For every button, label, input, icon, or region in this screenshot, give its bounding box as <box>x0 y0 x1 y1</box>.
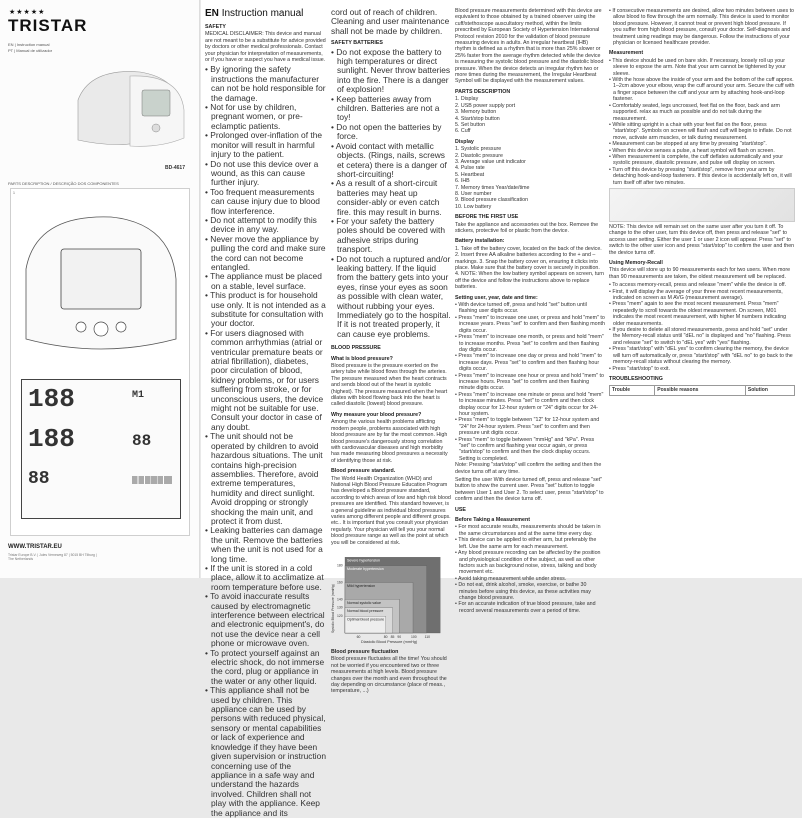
before-measurement-list <box>455 524 605 614</box>
list-item: • This appliance shall not be used by children. This appliance can be used by persons with reduced physical, sensory or mental capabilities or lack of experience and knowledge if they have been given supervision or instruction concerning use of the appliance in a safe way and understand the hazards involved. Children shall not play with the appliance. Keep the appliance and its <box>205 686 327 818</box>
bp-region-label: Moderate hypertension <box>347 567 384 572</box>
y-tick-label: 120 <box>337 614 343 619</box>
list-item: • With device turned off, press and hold "set" button until flashing user digits occur. <box>455 302 605 315</box>
table-header-cell: Trouble <box>610 386 655 395</box>
bp-region-label: Normal systolic value <box>347 600 381 605</box>
bp-what-text: Blood pressure is the pressure exerted on the artery tube while blood flows through the arteries. The pressure measured when the heart contracts and sends blood out of the heart is systolic (highest). The pressure measured when the heart dilates with blood flowing back into the heart is called diastolic (lowest) blood pressure. <box>331 363 448 408</box>
list-item: 1. Systolic pressure <box>455 146 502 153</box>
list-item: • This device can be applied to either arm, but preferably the left. Use the same arm for each measurement. <box>455 537 605 550</box>
lcd-pulse: 88 <box>28 469 50 489</box>
y-tick-label: 160 <box>337 580 343 585</box>
bp-what-heading: What is blood pressure? <box>331 355 393 362</box>
bp-why-text: Among the various health problems afflicting modern people, problems associated with high blood pressure are by far the most common. High blood pressure's dangerously strong correlation with cardiovascular diseases and high morbidity has made measuring blood pressures a necessity of identifying those at risk. <box>331 419 448 464</box>
measurement-list <box>609 58 795 186</box>
brand-logo: TRISTAR <box>8 16 88 35</box>
list-item: • Never move the appliance by pulling the cord and make sure the cord can not become entangled. <box>205 235 327 273</box>
memory-recall-heading: Using Memory-Recall <box>609 260 663 266</box>
list-item: • Not for use by children, pregnant women, or pre-eclamptic patients. <box>205 103 327 131</box>
settings-heading: Setting user, year, date and time: <box>455 294 538 301</box>
lcd-display-drawing <box>21 379 181 519</box>
column-3 <box>455 8 605 614</box>
y-tick-label: 130 <box>337 605 343 610</box>
list-item: • Prolonged over-inflation of the monitor will result in harmful injury to the patient. <box>205 131 327 159</box>
list-item: • Press "mem" to increase one month, or press and hold "mem" to increase months. Press "set" to confirm and then flashing day digits occur. <box>455 334 605 353</box>
list-item: • The unit should not be operated by children to avoid hazardous situations. The unit contains high-precision assemblies. Therefore, avoid extreme temperatures, humidity and direct sunlight. Avoid dropping or strongly shocking the main unit, and protect it from dust. <box>205 432 327 526</box>
list-item: 6. Cuff <box>455 128 471 135</box>
list-item: • Keep batteries away from children. Batteries are not a toy! <box>331 95 451 123</box>
list-item: • If the unit is stored in a cold place, allow it to acclimatize at room temperature before use. <box>205 564 327 592</box>
settings-note: Note: Pressing "start/stop" will confirm the setting and then the device turns off at any time. <box>455 462 602 475</box>
list-item: 2. USB power supply port <box>455 102 516 109</box>
table-header-row <box>610 386 795 395</box>
list-item: 9. Blood pressure classification <box>455 197 529 204</box>
company-address: Tristar Europe B.V. | Jules Verneweg 87 | 5015 BH Tilburg | The Netherlands <box>8 553 97 562</box>
fluctuation-text: Blood pressure fluctuates all the time! You should not be worried if you encountered two or three measurements at high levels. Blood pressure changes over the month and even throughout the day depending on circumstance (place of meas., temperature, ...) <box>331 656 447 695</box>
display-list <box>455 146 605 210</box>
safety-continued: cord out of reach of children. Cleaning and user maintenance shall not be made by children. <box>331 7 450 36</box>
bp-region-label: Optimal blood pressure <box>347 617 385 622</box>
website-url: WWW.TRISTAR.EU <box>8 544 62 550</box>
list-item: • Press "mem" to toggle between "mmHg" and "kPa". Press "set" to confirm and flashing year occur again, or press "start/stop" to confirm and then the clock display occurs. Setting is completed. <box>455 437 605 463</box>
y-tick-label: 180 <box>337 563 343 568</box>
list-item: • Comfortably seated, legs uncrossed, feet flat on the floor, back and arm supported. relax as much as possible and do not talk during the measurement. <box>609 103 795 122</box>
first-use-heading: BEFORE THE FIRST USE <box>455 214 519 221</box>
safety-list <box>205 65 327 818</box>
bp-region-label: Mild hypertension <box>347 583 376 588</box>
settings-list <box>455 302 605 462</box>
measurement-heading: Measurement <box>609 50 644 57</box>
list-item: • Too frequent measurements can cause injury due to blood flow interference. <box>205 188 327 216</box>
battery-heading: SAFETY BATTERIES <box>331 40 383 47</box>
x-tick-label: 110 <box>424 635 431 639</box>
bp-region-label: Severe hypertension <box>347 558 380 563</box>
title-lang: EN <box>205 8 219 19</box>
list-item: 10. Low battery <box>455 203 492 210</box>
list-item: 1. Display <box>455 96 479 103</box>
list-item: 6. IHB <box>455 178 470 185</box>
column-4 <box>609 8 795 574</box>
list-item: • Avoid contact with metallic objects. (Rings, nails, screws et cetera) there is a danger of short-circuiting! <box>331 142 451 180</box>
safety-heading: SAFETY <box>205 24 226 30</box>
list-item: • When this device senses a pulse, a heart symbol will flash on screen. <box>609 148 795 154</box>
list-item: • This product is for household use only. It is not intended as a substitute for consultation with your doctor. <box>205 291 327 329</box>
troubleshooting-table <box>609 385 795 395</box>
consecutive-list <box>609 8 795 46</box>
list-item: • As a result of a short-circuit batteries may heat up consider-ably or even catch fire. this may result in burns. <box>331 179 451 217</box>
measurement-note: NOTE: This device will remain set on the same user after you turn it off. To change to the other user, turn this device off, then press and release "set" to access user setting. Either the user 1 or user 2 icon will appear. Press "set" to switch to the other user icon and press "start/stop" to confirm the user and then the device turns off. <box>609 223 795 256</box>
list-item: • Do not use this device over a wound, as this can cause further injury. <box>205 160 327 188</box>
x-tick-label: 100 <box>411 635 417 639</box>
before-heading: Before Taking a Measurement <box>455 517 530 524</box>
list-item: • Press "mem" to increase one user, or press and hold "mem" to increase years. Press "set" to confirm and then flashing month digits occur. <box>455 315 605 334</box>
lcd-percent: 88 <box>132 432 152 450</box>
manual-title <box>205 8 327 20</box>
table-header-cell: Possible reasons <box>655 386 746 395</box>
accuracy-text: Blood pressure measurements determined with this device are equivalent to those obtained by a trained observer using the cuff/stethoscope auscultatory method, within the limits prescribed by European Society of Hypertension International Protocol revision 2010 for the validation of blood pressure measuring devices in adults. An irregular heartbeat (IHB) rhythm is defined as a rhythm that is more than 25% slower or 25% faster from the average rhythm detected while the device is measuring the systolic blood pressure and the diastolic blood pressure. When the device detects an irregular rhythm two or more times during the measurement, the Irregular Heartbeat Symbol will be displayed with the measurement values. <box>455 8 604 85</box>
y-axis-label: Systolic Blood Pressure (mmHg) <box>331 584 335 633</box>
list-item: • While sitting upright in a chair with your feet flat on the floor, press "start/stop". Symbols on screen will flash and cuff will begin to inflate. Do not move, activate arm muscles, or talk during measurement. <box>609 122 795 141</box>
x-tick-label: 80 <box>383 635 388 639</box>
lcd-memory: M1 <box>132 390 145 401</box>
list-item: • To access memory-recall, press and release "mem" while the device is off. <box>609 282 795 288</box>
list-item: • Do not touch a ruptured and/or leaking battery. If the liquid from the battery gets into your eyes, rinse your eyes as soon as possible with clean water, without rubbing your eyes. Immediately go to the hospital. If it is not treated properly, it can cause eye problems. <box>331 255 451 340</box>
x-tick-label: 90 <box>397 635 402 639</box>
column-1 <box>205 8 327 818</box>
list-item: • Press "start/stop" to exit. <box>609 366 795 372</box>
manual-sheet <box>201 0 802 818</box>
classification-bar <box>132 476 172 484</box>
parts-diagram <box>10 188 190 536</box>
list-item: • To avoid inaccurate results caused by electromagnetic interference between electrical and electronic equipment's, do not use the device near a cell phone or microwave oven. <box>205 592 327 648</box>
list-item: • Do not expose the battery to high temperatures or direct sunlight. Never throw batteries into the fire. There is a danger of explosion! <box>331 48 451 95</box>
list-item: • If consecutive measurements are desired, allow two minutes between uses to allow blood to flow through the arm normally. This device is used to monitor blood pressure. However, it cannot treat or prevent high blood pressure. If you suffer from high blood pressure, consult your doctor. Self-diagnosis and treatment using readings may be dangerous. Follow the instructions of your physician or licensed healthcare provider. <box>609 8 795 46</box>
list-item: • For an accurate indication of true blood pressure, take and record several measurements over a period of time. <box>455 601 605 614</box>
list-item: 5. Heartbeat <box>455 171 485 178</box>
device-illustration <box>70 60 190 160</box>
bp-standard-text: The World Health Organization (WHO) and National High Blood Pressure Education Program has developed a Blood pressure standard, according to which areas of low and high risk blood pressures are identified. This standard however, is a general guideline as individual blood pressures varies among different people and different groups. etc.. It is important that you consult your physician regularly. Your physician will tell you your normal blood pressure range as well as the point at which you will be considered at risk. <box>331 475 451 546</box>
parts-list <box>455 96 605 134</box>
lcd-diastolic: 188 <box>28 424 75 454</box>
list-item: • When measurement is complete, the cuff deflates automatically and your systolic pressure, diastolic pressure, and pulse will display on screen. <box>609 154 795 167</box>
diagram-callout-1: 1 <box>13 191 15 195</box>
bp-region-label: Normal blood pressure <box>347 609 384 614</box>
cover-lang-pt: PT | Manual de utilizador <box>8 48 53 53</box>
list-item: • To protect yourself against an electric shock, do not immerse the cord, plug or appliance in the water or any other liquid. <box>205 649 327 687</box>
battery-install-text: 1. Take off the battery cover, located on the back of the device. 2. Insert three AA alkaline batteries according to the + and – markings. 3. Snap the battery cover on, ensuring it clicks into place. Make sure that the battery cover is securely in position. 4. NOTE: When the low battery symbol appears on screen, turn off the device and follow the instructions above to replace batteries. <box>455 245 604 291</box>
list-item: 4. Pulse rate <box>455 165 485 172</box>
cover-lang-en: EN | Instruction manual <box>8 42 50 47</box>
medical-disclaimer: MEDICAL DISCLAIMER: This device and manual are not meant to be a substitute for advice provided by doctors or other medical professionals. Contact your physician for interpretation of measurements, or if you have or suspect you have a medical issue. <box>205 31 326 64</box>
list-item: 5. Set button <box>455 121 486 128</box>
y-tick-label: 140 <box>337 597 343 602</box>
display-heading: Display <box>455 138 474 145</box>
memory-recall-list <box>609 282 795 372</box>
list-item: • First, it will display the average of your three most recent measurements, indicated on screen as M AVG (measurement average). <box>609 289 795 302</box>
list-item: • Press "mem" again to see the most recent measurement. Press "mem" repeatedly to scroll towards the oldest measurement. On screen, M01 indicates the most recent measurement, with higher M numbers indicating older measurements. <box>609 301 795 327</box>
list-item: • Press "mem" to increase one hour or press and hold "mem" to increase hours. Press "set" to confirm and then flashing minute digits occur. <box>455 373 605 392</box>
list-item: • The appliance must be placed on a stable, level surface. <box>205 272 327 291</box>
list-item: • Press "mem" to toggle between "12" for 12-hour system and "24" for 24-hour system. Press "set" to confirm and then pressure unit digits occur. <box>455 417 605 436</box>
x-tick-label: 60 <box>356 635 361 639</box>
list-item: • Leaking batteries can damage the unit. Remove the batteries when the unit is not used for a long time. <box>205 526 327 564</box>
rating-stars: ★★★★★ <box>9 9 46 16</box>
list-item: • Press "mem" to increase one day or press and hold "mem" to increase days. Press "set" to confirm and then flashing hour digits occur. <box>455 353 605 372</box>
list-item: 8. User number <box>455 190 492 197</box>
lcd-systolic: 188 <box>28 384 75 414</box>
list-item: 7. Memory times Year/date/time <box>455 184 530 191</box>
parts-heading: PARTS DESCRIPTION <box>455 88 511 95</box>
list-item: • For your safety the battery poles should be covered with adhesive strips during transport. <box>331 217 451 255</box>
x-tick-label: 85 <box>390 635 395 639</box>
bp-standard-heading: Blood pressure standard. <box>331 468 396 475</box>
troubleshooting-heading: TROUBLESHOOTING <box>609 375 663 382</box>
list-item: • Measurement can be stopped at any time by pressing "start/stop". <box>609 141 795 147</box>
parts-label: PARTS DESCRIPTION / DESCRIÇÃO DOS COMPONENTES <box>8 181 119 186</box>
bp-heading: BLOOD PRESSURE <box>331 345 381 352</box>
table-header-cell: Solution <box>745 386 794 395</box>
list-item: • Avoid taking measurement while under stress. <box>455 576 605 582</box>
list-item: • If you desire to delete all stored measurements, press and hold "set" under the Memory-recall status until "dEL no" is displayed and "no" flashing. Press and release "set" to switch to "dEL yes" with "yes" flashing. <box>609 327 795 346</box>
memory-recall-text: This device will store up to 90 measurements each for two users. When more than 90 measurements are taken, the oldest measurement will be replaced. <box>609 267 791 280</box>
list-item: • Press "mem" to increase one minute or press and hold "mem" to increase minutes. Press "set" to confirm and then clock display occur for 12-hour system or "24" digits occur for 24-hour system. <box>455 392 605 418</box>
list-item: • By ignoring the safety instructions the manufacturer can not be hold responsible for the damage. <box>205 65 327 103</box>
list-item: • Any blood pressure recording can be affected by the position and physiological condition of the subject, as well as other factors such as background noise, stress, talking and body movement etc. <box>455 550 605 576</box>
cover-panel <box>0 0 200 578</box>
list-item: • Do not attempt to modify this device in any way. <box>205 216 327 235</box>
use-heading: USE <box>455 506 466 513</box>
list-item: 3. Memory button <box>455 109 497 116</box>
bp-chart-svg <box>331 549 451 645</box>
first-use-text: Take the appliance and accessories out the box. Remove the stickers, protective foil or plastic from the device. <box>455 221 599 234</box>
list-item: • Press "start/stop" with "dEL yes" to confirm clearing the memory, the device will turn off automatically or, press "start/stop" with "dEL no" to go back to the memory-recall status without clearing the memory. <box>609 346 795 365</box>
list-item: 3. Average value unit indicator <box>455 158 526 165</box>
title-text: Instruction manual <box>221 8 304 19</box>
arm-cuff-illustration <box>609 188 795 222</box>
list-item: 2. Diastolic pressure <box>455 152 503 159</box>
list-item: • With the hose above the inside of your arm and the bottom of the cuff approx. 1–2cm above your elbow, wrap the cuff around your arm. Secure the cuff with a finger space between the cuff and your arm by attaching hook-and-loop fastener. <box>609 77 795 103</box>
list-item: 4. Start/stop button <box>455 115 500 122</box>
list-item: • Do not eat, drink alcohol, smoke, exercise, or bathe 30 minutes before using this device, as these activities may change blood pressure. <box>455 582 605 601</box>
model-number: BD-4617 <box>164 165 185 171</box>
list-item: • Turn off this device by pressing "start/stop", remove from your arm by detaching hook-and-loop fasteners. If this device is accidentally left on, it will turn itself off after two minutes. <box>609 167 795 186</box>
list-item: • For users diagnosed with common arrhythmias (atrial or ventricular premature beats or atrial fibrillation), diabetes, poor circulation of blood, kidney problems, or for users suffering from stroke, or for unconscious users, the device might not be suitable for use. Consult your doctor in case of any doubt. <box>205 329 327 432</box>
bp-chart <box>331 549 451 645</box>
set-user-text: Setting the user With device turned off, press and release "set" button to show the current user. Press "set" button to toggle between User 1 and User 2. To select user, press "start/stop" to confirm and then the device turns off. <box>455 477 604 503</box>
list-item: • This device should be used on bare skin. If necessary, loosely roll up your sleeve to expose the arm. Note that your arm cannot be tightened by your sleeve. <box>609 58 795 77</box>
device-front-drawing <box>21 209 181 359</box>
fluctuation-heading: Blood pressure fluctuation <box>331 649 399 655</box>
list-item: • Do not open the batteries by force. <box>331 123 451 142</box>
battery-safety-list <box>331 48 451 340</box>
x-axis-label: Diastolic Blood Pressure (mmHg) <box>361 640 418 644</box>
bp-why-heading: Why measure your blood pressure? <box>331 411 422 418</box>
battery-install-heading: Battery installation: <box>455 238 505 245</box>
list-item: • For most accurate results, measurements should be taken in the same circumstances and at the same time every day. <box>455 524 605 537</box>
column-2 <box>331 7 451 695</box>
